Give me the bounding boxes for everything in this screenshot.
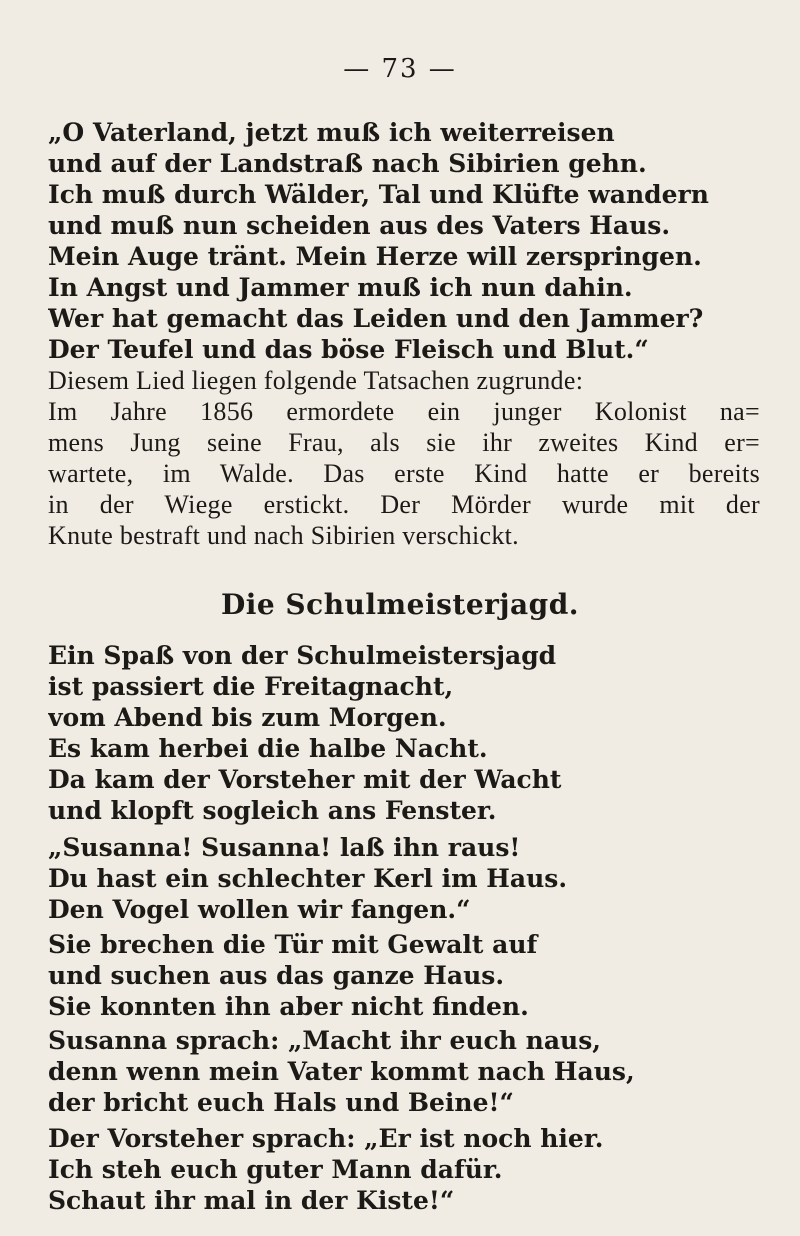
verse-line: Ich steh euch guter Mann dafür. bbox=[48, 1155, 503, 1184]
verse-line: Den Vogel wollen wir fangen.“ bbox=[48, 895, 471, 924]
prose-line: wartete, im Walde. Das erste Kind hatte er bereits bbox=[48, 459, 760, 488]
prose-line: in der Wiege erstickt. Der Mörder wurde mit der bbox=[48, 490, 760, 519]
verse-line: und klopft sogleich ans Fenster. bbox=[48, 796, 497, 825]
verse-line: ist passiert die Freitagnacht, bbox=[48, 672, 454, 701]
verse-line: Es kam herbei die halbe Nacht. bbox=[48, 734, 488, 763]
stanza bbox=[48, 1123, 760, 1216]
verse-line: Du hast ein schlechter Kerl im Haus. bbox=[48, 864, 568, 893]
stanza bbox=[48, 832, 760, 925]
stanza bbox=[48, 929, 760, 1022]
page-number: — 73 — bbox=[343, 54, 457, 84]
verse-line: Da kam der Vorsteher mit der Wacht bbox=[48, 765, 562, 794]
prose-line: Diesem Lied liegen folgende Tatsachen zugrunde: bbox=[48, 366, 584, 395]
verse-line: Der Teufel und das böse Fleisch und Blut.“ bbox=[48, 335, 649, 364]
verse-line: vom Abend bis zum Morgen. bbox=[48, 703, 447, 732]
verse-line: Ein Spaß von der Schulmeistersjagd bbox=[48, 641, 557, 670]
verse-line: Ich muß durch Wälder, Tal und Klüfte wandern bbox=[48, 180, 709, 209]
stanza bbox=[48, 733, 760, 826]
section-heading: Die Schulmeisterjagd. bbox=[220, 588, 580, 621]
verse-line: und muß nun scheiden aus des Vaters Haus. bbox=[48, 211, 671, 240]
prose-line: Im Jahre 1856 ermordete ein junger Kolonist na= bbox=[48, 397, 760, 426]
verse-line: „Susanna! Susanna! laß ihn raus! bbox=[48, 833, 521, 862]
prose-line: mens Jung seine Frau, als sie ihr zweites Kind er= bbox=[48, 428, 760, 457]
verse-line: denn wenn mein Vater kommt nach Haus, bbox=[48, 1057, 635, 1086]
stanza bbox=[48, 640, 760, 733]
verse-line: und suchen aus das ganze Haus. bbox=[48, 961, 505, 990]
prose-paragraph bbox=[48, 365, 760, 551]
verse-line: Schaut ihr mal in der Kiste!“ bbox=[48, 1186, 455, 1215]
poem-emigration bbox=[48, 117, 760, 365]
verse-line: Mein Auge tränt. Mein Herze will zerspringen. bbox=[48, 242, 702, 271]
verse-line: und auf der Landstraß nach Sibirien gehn. bbox=[48, 149, 647, 178]
verse-line: Susanna sprach: „Macht ihr euch naus, bbox=[48, 1026, 601, 1055]
verse-line: Sie brechen die Tür mit Gewalt auf bbox=[48, 930, 538, 959]
verse-line: Wer hat gemacht das Leiden und den Jammer? bbox=[48, 304, 704, 333]
stanza bbox=[48, 1025, 760, 1118]
verse-line: „O Vaterland, jetzt muß ich weiterreisen bbox=[48, 118, 615, 147]
verse-line: Sie konnten ihn aber nicht finden. bbox=[48, 992, 529, 1021]
verse-line: der bricht euch Hals und Beine!“ bbox=[48, 1088, 514, 1117]
prose-line: Knute bestraft und nach Sibirien verschickt. bbox=[48, 521, 519, 550]
verse-line: Der Vorsteher sprach: „Er ist noch hier. bbox=[48, 1124, 604, 1153]
verse-line: In Angst und Jammer muß ich nun dahin. bbox=[48, 273, 633, 302]
